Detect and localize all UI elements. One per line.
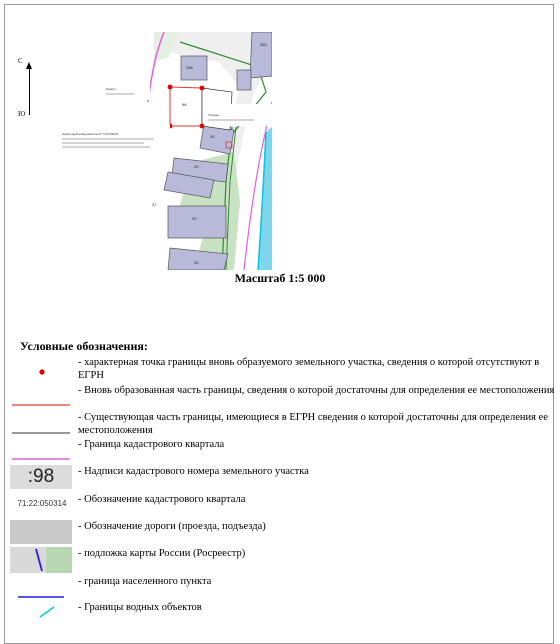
callout-a-text: Кадастр...: [106, 88, 118, 91]
legend-symbol-quarter-boundary: [10, 448, 74, 466]
north-arrow: [18, 58, 38, 120]
legend-text: - Обозначение кадастрового квартала: [78, 494, 246, 505]
legend-symbol-settlement-boundary: [10, 586, 74, 604]
parcel-label-33: 33: [194, 260, 199, 265]
legend-text: - граница населенного пункта: [78, 576, 212, 587]
parcel-label-256: 256: [186, 65, 193, 70]
legend-text: - Вновь образованная часть границы, сведения о которой достаточны для определения ее местоположения: [78, 385, 555, 396]
legend-text: - Обозначение дороги (проезда, подъезда): [78, 521, 266, 532]
building-260: [250, 32, 272, 78]
quarter-code-sample: 71:22:050314: [17, 499, 67, 508]
parcel-number-sample: :98: [10, 465, 72, 489]
legend-symbol-new-boundary: [10, 394, 74, 412]
legend-symbol-water: [10, 605, 74, 623]
legend-text: - Надписи кадастрового номера земельного участка: [78, 466, 309, 477]
callout-b-text: Кадастровый номер квартала ЗУ 71:22:050314: [62, 133, 119, 136]
callout-c-text: Площадь...: [208, 114, 222, 117]
legend-symbol-road: [10, 520, 74, 544]
legend-text: - характерная точка границы вновь образуемого земельного участка, сведения о которой отсутствуют в ЕГРН: [78, 357, 540, 381]
map-scale: Масштаб 1:5 000: [234, 271, 326, 285]
north-label: С: [18, 57, 23, 65]
boundary-point-3: [200, 124, 205, 129]
legend-symbol-basemap: [10, 547, 74, 578]
parcel-label-29: 29: [192, 216, 197, 221]
map-svg: [44, 32, 272, 270]
parcel-label-26: 26: [210, 134, 215, 139]
north-arrow-shaft: [29, 65, 30, 115]
cadastral-map: [44, 32, 272, 270]
legend-symbol-parcel-number: [10, 465, 74, 489]
legend-symbol-quarter-label: [10, 499, 74, 508]
south-label: Ю: [18, 110, 26, 118]
building-29: [168, 206, 226, 238]
road-sample: [10, 520, 72, 544]
parcel-label-98: 98: [182, 102, 187, 107]
legend-title: Условные обозначения:: [20, 339, 148, 353]
legend-text: - Существующая часть границы, имеющиеся в ЕГРН сведения о которой достаточны для определения ее местоположения: [78, 412, 548, 436]
parcel-label-260: 260: [260, 42, 267, 47]
boundary-point-1: [168, 85, 173, 90]
parcel-label-27: 27: [152, 202, 157, 207]
legend-text: - подложка карты России (Росреестр): [78, 548, 246, 559]
parcel-label-23: 23: [194, 164, 199, 169]
legend-text: - Граница кадастрового квартала: [78, 439, 225, 450]
building-256: [181, 56, 207, 80]
boundary-point-2: [200, 86, 205, 91]
legend-symbol-point: [10, 364, 74, 382]
building-small: [237, 70, 251, 90]
legend-symbol-existing-boundary: [10, 422, 74, 440]
legend-text: - Границы водных объектов: [78, 602, 202, 613]
